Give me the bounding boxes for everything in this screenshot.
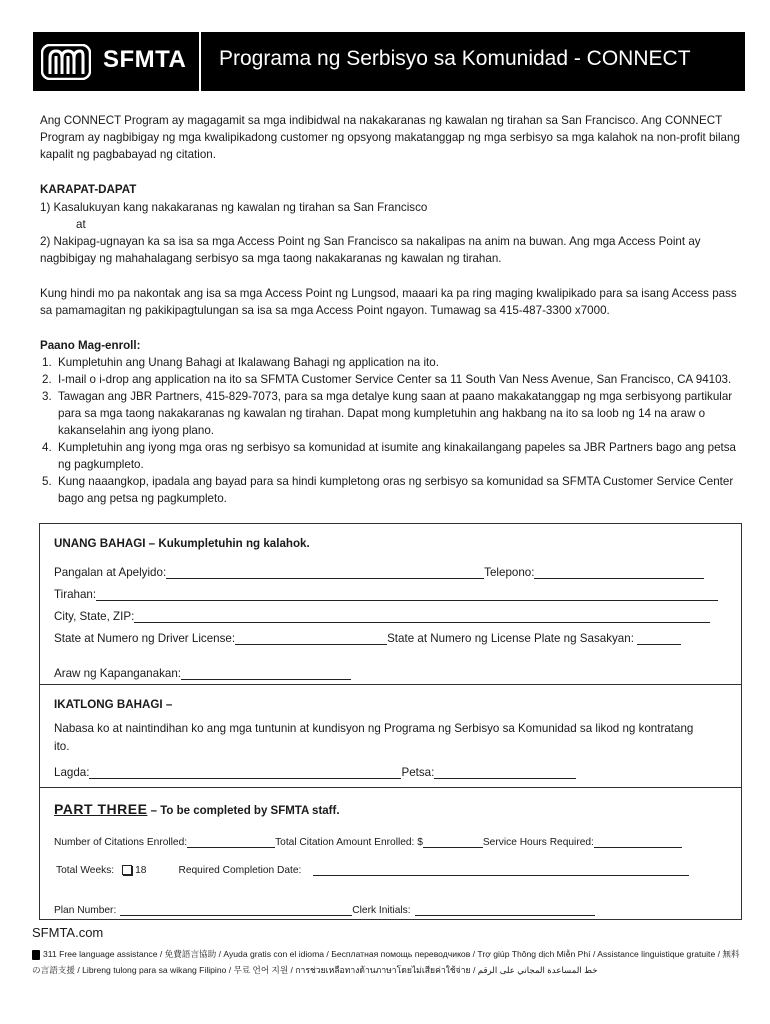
clerk-field[interactable] xyxy=(415,904,595,916)
plate-label: State at Numero ng License Plate ng Sasakyan: xyxy=(387,632,634,645)
list-item: 2. I-mail o i-drop ang application na ito sa SFMTA Customer Service Center sa 11 South Van Ness Avenue, San Francisco, CA 94103. xyxy=(42,373,732,386)
signature-field[interactable] xyxy=(89,767,401,779)
phone-icon xyxy=(32,950,40,960)
part-one-section xyxy=(39,523,742,685)
license-label: State at Numero ng Driver License: xyxy=(54,632,236,645)
name-field[interactable] xyxy=(166,567,484,579)
dob-field[interactable] xyxy=(181,668,351,680)
total-amount-label: Total Citation Amount Enrolled: $ xyxy=(275,837,423,848)
agreement-text: Nabasa ko at naintindihan ko ang mga tuntunin at kundisyon ng Programa ng Serbisyo sa Komunidad sa likod ng kontratang ito. xyxy=(54,722,694,753)
name-label: Pangalan at Apelyido: xyxy=(54,566,167,579)
requirement-2: 2) Nakipag-ugnayan ka sa isa sa mga Access Point ng San Francisco sa nakalipas na anim na buwan. Ang mga Access Point ay nagbibigay ng mahahalagang serbisyo sa mga taong nakakaranas ng kawalan ng tirahan. xyxy=(40,235,701,265)
signature-label: Lagda: xyxy=(54,766,90,779)
requirements-heading: KARAPAT-DAPAT xyxy=(40,183,137,196)
access-point-note: Kung hindi mo pa nakontak ang isa sa mga Access Point ng Lungsod, maaari ka pa ring maging kwalipikado para sa isang Access pass sa pamamagitan ng pakikipagtulungan sa isa sa mga Access Point ngayon. Tumawag sa 415-487-3300 x7000. xyxy=(40,287,737,317)
list-item: 3. Tawagan ang JBR Partners, 415-829-7073, para sa mga detalye kung saan at paano makakatanggap ng mga serbisyong partikular para sa mga taong nakakaranas ng kawalan ng tirahan. Dapat mong kumpletuhin ang hakbang na ito sa loob ng 14 na araw o kakanselahin ang iyong plano. xyxy=(42,390,733,437)
header-divider xyxy=(199,32,201,91)
requirement-1: 1) Kasalukuyan kang nakakaranas ng kawalan ng tirahan sa San Francisco xyxy=(40,201,428,214)
sfmta-logo-icon xyxy=(41,44,91,80)
city-label: City, State, ZIP: xyxy=(54,610,135,623)
total-amount-field[interactable] xyxy=(423,836,483,848)
service-hours-label: Service Hours Required: xyxy=(482,837,594,848)
clerk-label: Clerk Initials: xyxy=(352,905,411,916)
list-item: 1. Kumpletuhin ang Unang Bahagi at Ikalawang Bahagi ng application na ito. xyxy=(42,356,439,369)
citations-label: Number of Citations Enrolled: xyxy=(54,837,188,848)
brand-name: SFMTA xyxy=(103,46,187,73)
date-field[interactable] xyxy=(434,767,576,779)
enroll-heading: Paano Mag-enroll: xyxy=(40,339,141,352)
service-hours-field[interactable] xyxy=(594,836,682,848)
dob-label: Araw ng Kapanganakan: xyxy=(54,667,181,680)
list-item: 4. Kumpletuhin ang iyong mga oras ng serbisyo sa komunidad at isumite ang kinakailangang papeles sa JBR Partners bago ang petsa ng pagkumpleto. xyxy=(42,441,737,471)
plan-field[interactable] xyxy=(120,904,352,916)
weeks-checkbox[interactable] xyxy=(122,865,132,875)
page-title: Programa ng Serbisyo sa Komunidad - CONNECT xyxy=(219,47,691,70)
list-item: 5. Kung naaangkop, ipadala ang bayad para sa hindi kumpletong oras ng serbisyo sa komunidad sa SFMTA Customer Service Center bago ang petsa ng pagkumpleto. xyxy=(42,475,734,505)
phone-label: Telepono: xyxy=(484,566,535,579)
plate-field[interactable] xyxy=(637,633,681,645)
footer-url[interactable]: SFMTA.com xyxy=(32,925,104,940)
part-three-heading: PART THREE – To be completed by SFMTA staff. xyxy=(54,801,340,817)
language-assistance-text: 311 Free language assistance / 免費語言協助 / Ayuda gratis con el idioma / Бесплатная помощь переводчиков / Trợ giúp Thông dịch Miễn Phí / Assistance linguistique gratuite / 無料の言語支援 / Libreng tulong para sa wikang Filipino / 무료 언어 지원 / การช่วยเหลือทางด้านภาษาโดยไม่เสียค่าใช้จ่าย / خط المساعدة المجاني على الرقم xyxy=(32,949,740,975)
part-one-heading: UNANG BAHAGI – Kukumpletuhin ng kalahok. xyxy=(54,537,310,550)
phone-field[interactable] xyxy=(534,567,704,579)
requirement-connector: at xyxy=(76,218,86,231)
intro-paragraph: Ang CONNECT Program ay magagamit sa mga indibidwal na nakakaranas ng kawalan ng tirahan sa San Francisco. Ang CONNECT Program ay nagbibigay ng mga kwalipikadong customer ng opsyong makatanggap ng mga serbisyo sa mga kalahok na non-profit bilang kapalit ng pagbabayad ng citation. xyxy=(40,114,740,161)
weeks-label: Total Weeks: xyxy=(56,865,115,876)
language-assistance xyxy=(32,946,744,978)
city-field[interactable] xyxy=(134,611,710,623)
completion-field[interactable] xyxy=(313,864,689,876)
completion-label: Required Completion Date: xyxy=(178,865,302,876)
citations-field[interactable] xyxy=(187,836,275,848)
date-label: Petsa: xyxy=(401,766,435,779)
header-bar xyxy=(33,32,745,91)
license-field[interactable] xyxy=(235,633,387,645)
part-two-section xyxy=(39,684,742,788)
part-two-heading: IKATLONG BAHAGI – xyxy=(54,698,173,711)
address-field[interactable] xyxy=(96,589,718,601)
plan-label: Plan Number: xyxy=(54,905,117,916)
enroll-steps xyxy=(42,354,742,507)
part-three-section xyxy=(39,787,742,920)
address-label: Tirahan: xyxy=(54,588,97,601)
weeks-value: 18 xyxy=(135,865,147,876)
